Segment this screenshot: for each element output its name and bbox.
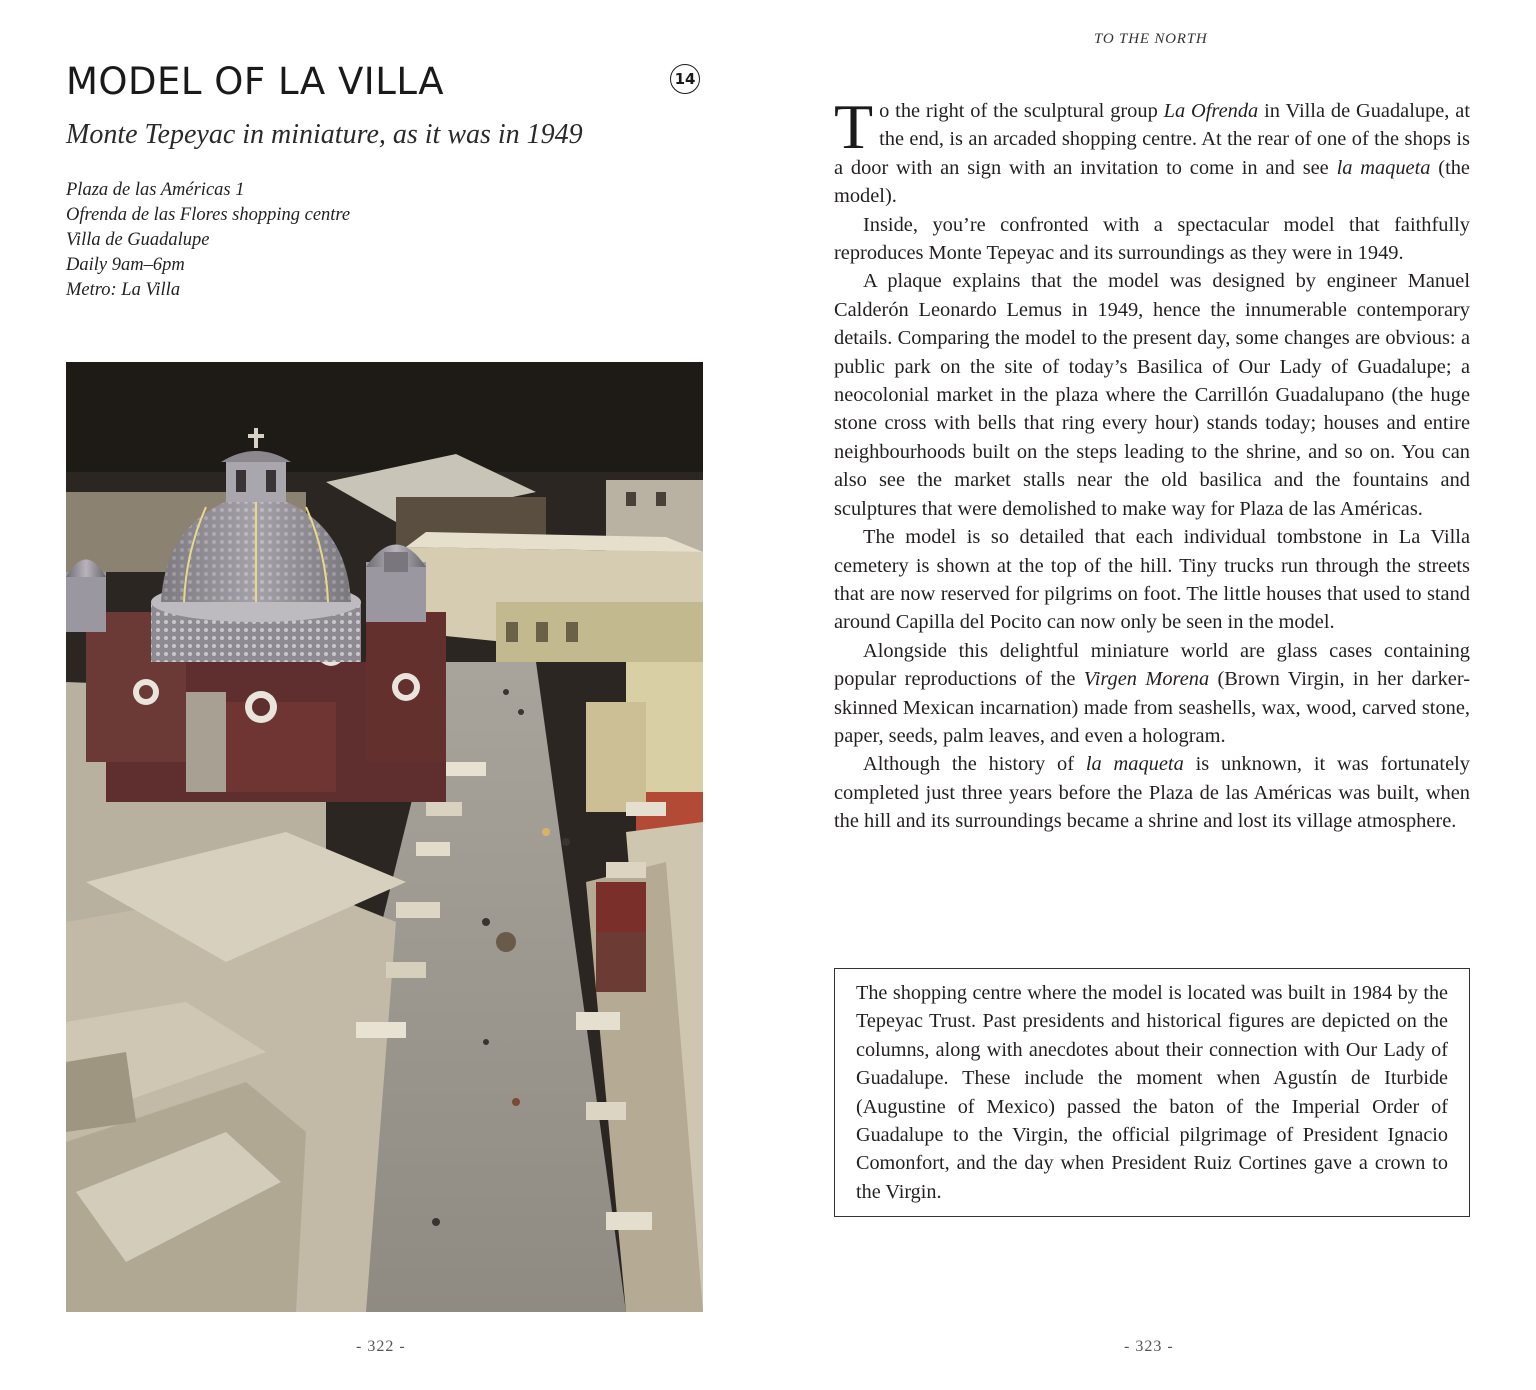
- italic-la-maqueta-2: la maqueta: [1085, 753, 1184, 776]
- model-photo: [66, 362, 703, 1312]
- info-hours: Daily 9am–6pm: [66, 255, 185, 275]
- info-metro: Metro: La Villa: [66, 280, 181, 300]
- paragraph-6-text-a: Although the history of: [863, 753, 1086, 776]
- sidebar-box: [834, 968, 1470, 1217]
- page-number-left: - 322 -: [356, 1338, 406, 1355]
- italic-virgen-morena: Virgen Morena: [1083, 668, 1210, 691]
- drop-cap: T: [834, 91, 874, 162]
- paragraph-3: A plaque explains that the model was designed by engineer Manuel Calderón Leonardo Lemus in 1949, hence the innumerable contemporary details. Comparing the model to the present day, some changes are obvious: a public park on the site of today’s Basilica of Our Lady of Guadalupe; a neocolonial market in the plaza where the Carrillón Guadalupano (the huge stone cross with bells that ring every hour) stands today; houses and entire neighbourhoods built on the steps leading to the shrine, and so on. You can also see the market stalls near the old basilica and the fountains and sculptures that were demolished to make way for Plaza de las Américas.: [834, 270, 1470, 520]
- entry-info-block: [66, 178, 350, 303]
- sidebar-box-text: The shopping centre where the model is located was built in 1984 by the Tepeyac Trust. Past presidents and historical figures are depicted on the columns, along with anecdotes about their connection with Our Lady of Guadalupe. These include the moment when Agustín de Iturbide (Augustine of Mexico) passed the baton of the Imperial Order of Guadalupe to the Virgin, the official pilgrimage of President Ignacio Comonfort, and the day when President Ruiz Cortines gave a crown to the Virgin.: [856, 982, 1448, 1203]
- info-address: Plaza de las Américas 1: [66, 180, 245, 200]
- info-venue: Ofrenda de las Flores shopping centre: [66, 205, 351, 225]
- paragraph-5: [834, 637, 1470, 751]
- paragraph-1-text-c: (the model).: [834, 156, 1470, 208]
- entry-subtitle: Monte Tepeyac in miniature, as it was in 1949: [66, 119, 583, 150]
- paragraph-5-text-a: Alongside this delightful miniature world are glass cases containing popular reproductions of the: [834, 639, 1470, 691]
- info-area: Villa de Guadalupe: [66, 230, 210, 250]
- entry-number-badge: 14: [670, 64, 700, 94]
- italic-la-maqueta: la maqueta: [1336, 156, 1431, 179]
- paragraph-2: Inside, you’re confronted with a spectacular model that faithfully reproduces Monte Tepeyac and its surroundings as they were in 1949.: [834, 213, 1470, 265]
- model-photo-illustration: [66, 362, 703, 1312]
- paragraph-4: The model is so detailed that each individual tombstone in La Villa cemetery is shown at the top of the hill. Tiny trucks run through the streets that are now reserved for pilgrims on foot. The little houses that used to stand around Capilla del Pocito can now only be seen in the model.: [834, 526, 1470, 634]
- paragraph-1: [834, 91, 1470, 211]
- paragraph-5-text-b: (Brown Virgin, in her darker-skinned Mexican incarnation) made from seashells, wax, wood, carved stone, paper, seeds, palm leaves, and even a hologram.: [834, 668, 1470, 747]
- article-body: [834, 91, 1470, 836]
- running-head: TO THE NORTH: [1094, 31, 1208, 47]
- page-number-right: - 323 -: [1124, 1338, 1174, 1355]
- paragraph-6-text-b: is unknown, it was fortunately completed just three years before the Plaza de las Américas was built, when the hill and its surroundings became a shrine and lost its village atmosphere.: [834, 753, 1470, 833]
- paragraph-1-text-b: in Villa de Guadalupe, at the end, is an arcaded shopping centre. At the rear of one of the shops is a door with an sign with an invitation to come in and see: [834, 100, 1470, 179]
- paragraph-1-text-a: o the right of the sculptural group: [879, 100, 1164, 122]
- entry-title: MODEL OF LA VILLA: [66, 60, 445, 103]
- italic-la-ofrenda: La Ofrenda: [1163, 100, 1259, 122]
- paragraph-6: [834, 750, 1470, 835]
